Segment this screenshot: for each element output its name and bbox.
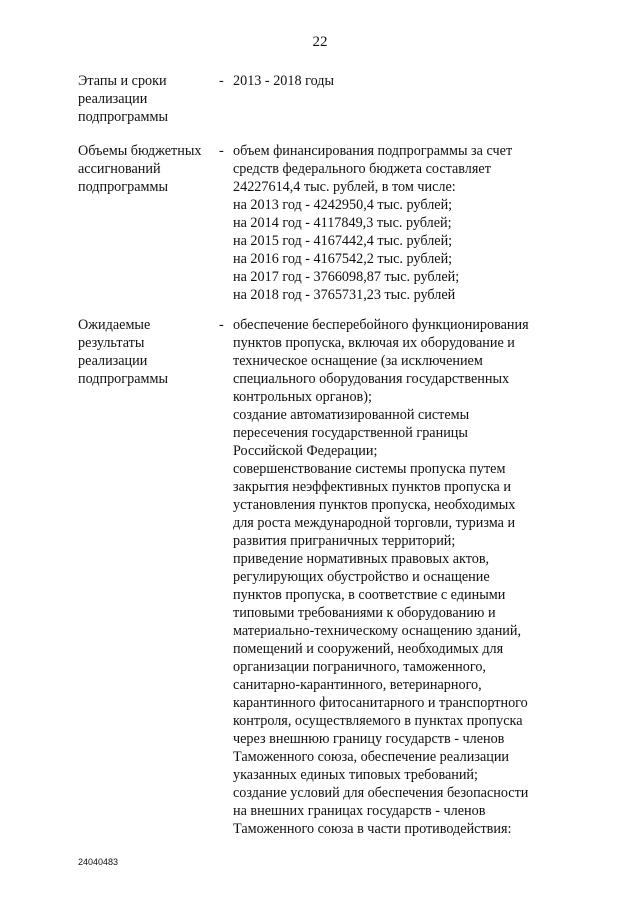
- content-line: на 2016 год - 4167542,2 тыс. рублей;: [233, 251, 453, 267]
- content-line: на 2014 год - 4117849,3 тыс. рублей;: [233, 215, 452, 231]
- section-content: [233, 72, 573, 90]
- content-line: специального оборудования государственных: [233, 371, 510, 387]
- content-line: обеспечение бесперебойного функционирования: [233, 317, 529, 333]
- label-line: Ожидаемые: [78, 317, 151, 333]
- content-line: установления пунктов пропуска, необходимых: [233, 497, 516, 513]
- content-line: пунктов пропуска, в соответствие с едиными: [233, 587, 506, 603]
- section-dash: -: [219, 73, 224, 89]
- content-line: 24227614,4 тыс. рублей, в том числе:: [233, 179, 456, 195]
- section-label: [78, 316, 218, 388]
- content-line: Таможенного союза, обеспечение реализации: [233, 749, 510, 765]
- section-label: [78, 72, 218, 126]
- content-line: Российской Федерации;: [233, 443, 378, 459]
- content-line: 2013 - 2018 годы: [233, 73, 335, 89]
- content-line: на 2013 год - 4242950,4 тыс. рублей;: [233, 197, 453, 213]
- content-line: контрольных органов);: [233, 389, 372, 405]
- content-line: помещений и сооружений, необходимых для: [233, 641, 504, 657]
- content-line: через внешнюю границу государств - членов: [233, 731, 505, 747]
- section-label: [78, 142, 218, 196]
- section-dash: -: [219, 317, 224, 333]
- content-line: создание условий для обеспечения безопасности: [233, 785, 529, 801]
- label-line: реализации: [78, 353, 148, 369]
- content-line: средств федерального бюджета составляет: [233, 161, 491, 177]
- content-line: Таможенного союза в части противодействия:: [233, 821, 512, 837]
- label-line: подпрограммы: [78, 179, 168, 195]
- content-line: типовыми требованиями к оборудованию и: [233, 605, 496, 621]
- content-line: указанных единых типовых требований;: [233, 767, 478, 783]
- content-line: санитарно-карантинного, ветеринарного,: [233, 677, 482, 693]
- page-number: 22: [312, 34, 328, 50]
- document-code: 24040483: [78, 857, 119, 867]
- label-line: подпрограммы: [78, 371, 168, 387]
- content-line: для роста международной торговли, туризма и: [233, 515, 516, 531]
- section-dash: -: [219, 143, 224, 159]
- content-line: на внешних границах государств - членов: [233, 803, 486, 819]
- label-line: Объемы бюджетных: [78, 143, 202, 159]
- content-line: материально-техническому оснащению зданий,: [233, 623, 522, 639]
- content-line: совершенствование системы пропуска путем: [233, 461, 506, 477]
- label-line: ассигнований: [78, 161, 161, 177]
- label-line: Этапы и сроки: [78, 73, 167, 89]
- label-line: подпрограммы: [78, 109, 168, 125]
- content-line: пунктов пропуска, включая их оборудование и: [233, 335, 515, 351]
- content-line: регулирующих обустройство и оснащение: [233, 569, 490, 585]
- content-line: организации пограничного, таможенного,: [233, 659, 486, 675]
- label-line: результаты: [78, 335, 145, 351]
- content-line: объем финансирования подпрограммы за счет: [233, 143, 513, 159]
- content-line: развития приграничных территорий;: [233, 533, 456, 549]
- content-line: пересечения государственной границы: [233, 425, 468, 441]
- content-line: на 2015 год - 4167442,4 тыс. рублей;: [233, 233, 453, 249]
- section-content: [233, 316, 573, 838]
- label-line: реализации: [78, 91, 148, 107]
- content-line: контроля, осуществляемого в пунктах пропуска: [233, 713, 523, 729]
- content-line: приведение нормативных правовых актов,: [233, 551, 490, 567]
- content-line: карантинного фитосанитарного и транспортного: [233, 695, 528, 711]
- section-content: [233, 142, 573, 304]
- content-line: на 2017 год - 3766098,87 тыс. рублей;: [233, 269, 460, 285]
- content-line: создание автоматизированной системы: [233, 407, 470, 423]
- content-line: закрытия неэффективных пунктов пропуска и: [233, 479, 511, 495]
- content-line: на 2018 год - 3765731,23 тыс. рублей: [233, 287, 456, 303]
- content-line: техническое оснащение (за исключением: [233, 353, 483, 369]
